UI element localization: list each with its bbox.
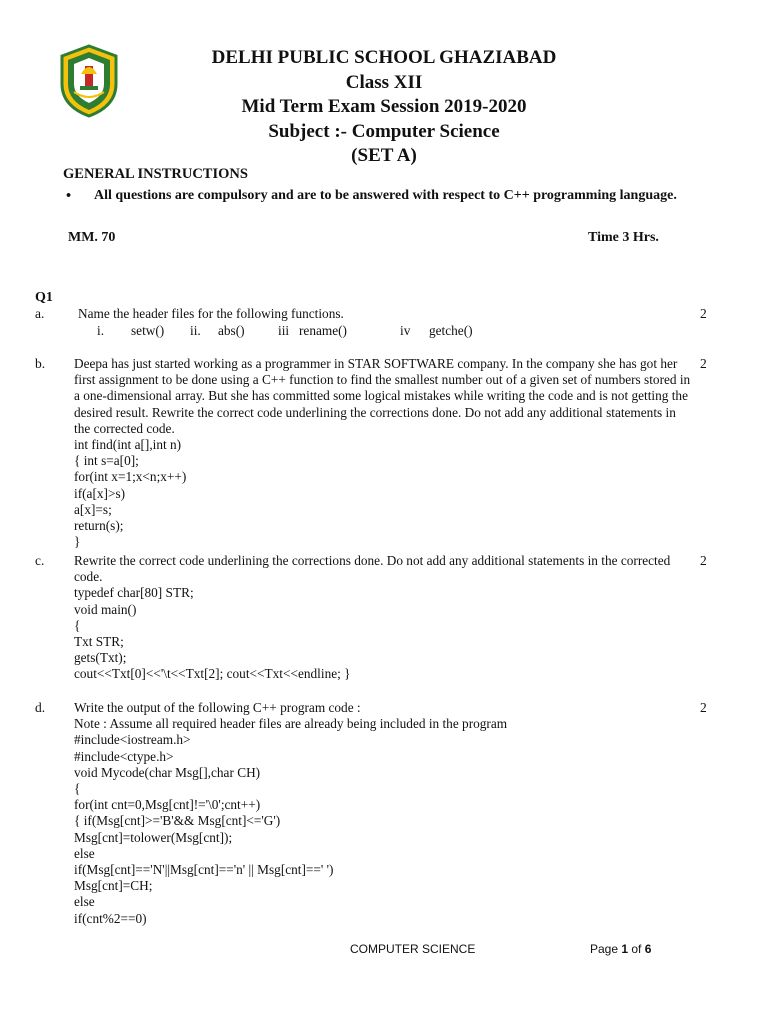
code-line: }: [74, 534, 81, 550]
question-b-label: b.: [35, 356, 46, 371]
code-line: Write the output of the following C++ program code :: [74, 700, 361, 715]
code-line: for(int cnt=0,Msg[cnt]!='\0';cnt++): [74, 797, 261, 813]
question-b-marks: 2: [700, 356, 707, 371]
page-number: [590, 942, 651, 956]
code-line: typedef char[80] STR;: [74, 585, 194, 601]
page-total: 6: [644, 942, 652, 956]
code-line: #include<ctype.h>: [74, 748, 174, 764]
code-line: if(a[x]>s): [74, 485, 126, 501]
code-line: a[x]=s;: [74, 501, 112, 517]
code-line: { int s=a[0];: [74, 453, 139, 469]
question-b-body: [74, 356, 694, 550]
code-line: else: [74, 894, 95, 910]
question-c-paragraph: Rewrite the correct code underlining the corrections done. Do not add any additional statements in the corrected code.: [74, 553, 671, 585]
instruction-text: All questions are compulsory and are to be answered with respect to C++ programming language.: [94, 188, 677, 203]
code-line: void main(): [74, 601, 137, 617]
code-line: for(int x=1;x<n;x++): [74, 469, 187, 485]
code-line: int find(int a[],int n): [74, 437, 182, 453]
code-line: { if(Msg[cnt]>='B'&& Msg[cnt]<='G'): [74, 813, 281, 829]
subject-title: Subject :- Computer Science: [268, 120, 500, 142]
code-line: if(cnt%2==0): [74, 910, 147, 926]
option-value: rename(): [299, 323, 347, 338]
code-line: void Mycode(char Msg[],char CH): [74, 764, 261, 780]
exam-title: Mid Term Exam Session 2019-2020: [241, 96, 527, 117]
code-line: #include<iostream.h>: [74, 732, 191, 748]
question-d-marks: 2: [700, 700, 707, 715]
code-line: Txt STR;: [74, 634, 124, 650]
question-c-marks: 2: [700, 553, 707, 568]
option-value: getche(): [429, 323, 473, 338]
footer-subject: COMPUTER SCIENCE: [350, 942, 476, 956]
exam-header: [0, 46, 768, 169]
question-a-text: Name the header files for the following functions.: [78, 306, 344, 321]
instruction-bullet: •: [66, 188, 72, 204]
question-d-body: [74, 700, 694, 927]
class-title: Class XII: [345, 71, 423, 93]
question-d-label: d.: [35, 700, 46, 715]
option-label: ii.: [190, 323, 201, 338]
code-line: Msg[cnt]=tolower(Msg[cnt]);: [74, 829, 233, 845]
page-word: Page: [590, 942, 622, 956]
instructions-heading: GENERAL INSTRUCTIONS: [63, 166, 248, 182]
question-b-paragraph: Deepa has just started working as a programmer in STAR SOFTWARE company. In the company she has got her first assignment to be done using a C++ function to find the smallest number out of a given set of numbers stored in a one-dimensional array. But she has committed some logical mistakes while writing the code and is not getting the desired result. Rewrite the correct code underlining the corrections done. Do not add any additional statements in the corrected code.: [74, 356, 691, 436]
option-value: setw(): [131, 323, 165, 338]
set-title: (SET A): [351, 145, 417, 166]
code-line: if(Msg[cnt]=='N'||Msg[cnt]=='n' || Msg[cnt]==' '): [74, 862, 334, 878]
exam-time: Time 3 Hrs.: [588, 230, 659, 245]
max-marks: MM. 70: [68, 230, 116, 245]
question-a-label: a.: [35, 306, 45, 321]
code-line: cout<<Txt[0]<<'\t<<Txt[2]; cout<<Txt<<endline; }: [74, 666, 351, 682]
code-line: gets(Txt);: [74, 650, 127, 666]
question-c-label: c.: [35, 553, 45, 568]
option-label: iv: [400, 323, 411, 338]
of-word: of: [628, 942, 645, 956]
code-line: return(s);: [74, 518, 124, 534]
code-line: Msg[cnt]=CH;: [74, 878, 153, 894]
code-line: Note : Assume all required header files are already being included in the program: [74, 716, 508, 732]
school-name: DELHI PUBLIC SCHOOL GHAZIABAD: [211, 47, 557, 68]
option-value: abs(): [218, 323, 245, 338]
page-current: 1: [621, 942, 629, 956]
code-line: else: [74, 845, 95, 861]
question-a-marks: 2: [700, 306, 707, 321]
question-1-label: Q1: [35, 290, 53, 305]
code-line: {: [74, 617, 81, 633]
option-label: iii: [278, 323, 290, 338]
question-c-body: [74, 553, 694, 683]
code-line: {: [74, 781, 81, 797]
option-label: i.: [97, 323, 105, 338]
